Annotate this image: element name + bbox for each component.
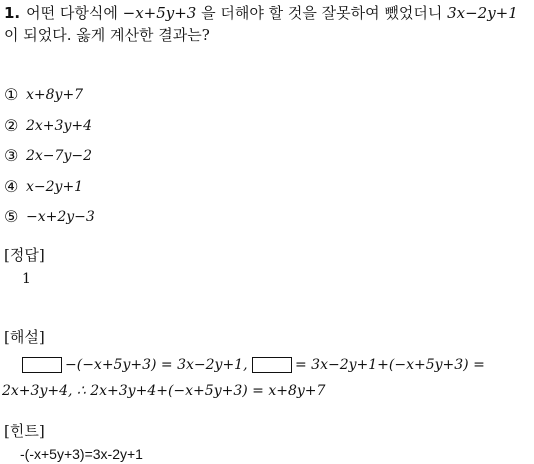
choice-mark: ② [4,115,19,135]
solution-expr-a: −(−x+5y+3) = 3x−2y+1, [65,357,252,373]
solution-body [2,352,532,404]
choice-expr: x+8y+7 [26,87,84,104]
answer-label: [정답] [4,246,45,264]
choice-3[interactable] [4,141,95,172]
solution-line-2 [2,378,532,404]
choice-1[interactable] [4,80,95,111]
choice-5[interactable] [4,202,95,233]
solution-expr-b: = 3x−2y+1+(−x+5y+3) = [294,357,485,373]
choice-expr: 2x+3y+4 [26,117,92,134]
question-text-2: 을 더해야 할 것을 잘못하여 뺐었더니 [196,4,448,22]
choice-mark: ① [4,85,19,105]
answer-blank-box [252,357,292,373]
hint-label: [힌트] [4,422,45,440]
choice-mark: ④ [4,176,19,196]
answer-blank-box [22,357,62,373]
question [4,2,532,46]
choice-expr: 2x−7y−2 [26,148,92,165]
choice-mark: ⑤ [4,207,19,227]
hint-text: -(-x+5y+3)=3x-2y+1 [20,446,143,462]
question-text-3: 이 되었다. 옳게 계산한 결과는? [4,26,210,44]
solution-line-1 [2,352,532,378]
question-text-1: 어떤 다항식에 [26,4,123,22]
choice-2[interactable] [4,111,95,142]
question-expr-2: 3x−2y+1 [447,4,518,22]
choices-list [4,80,95,233]
choice-4[interactable] [4,172,95,203]
choice-expr: −x+2y−3 [26,209,95,226]
answer-value: 1 [22,271,31,287]
solution-label: [해설] [4,328,45,346]
question-expr-1: −x+5y+3 [122,4,197,22]
solution-expr-c: 2x+3y+4, ∴ 2x+3y+4+(−x+5y+3) = x+8y+7 [2,383,326,399]
choice-mark: ③ [4,146,19,166]
question-number: 1. [4,4,21,22]
choice-expr: x−2y+1 [26,178,84,195]
